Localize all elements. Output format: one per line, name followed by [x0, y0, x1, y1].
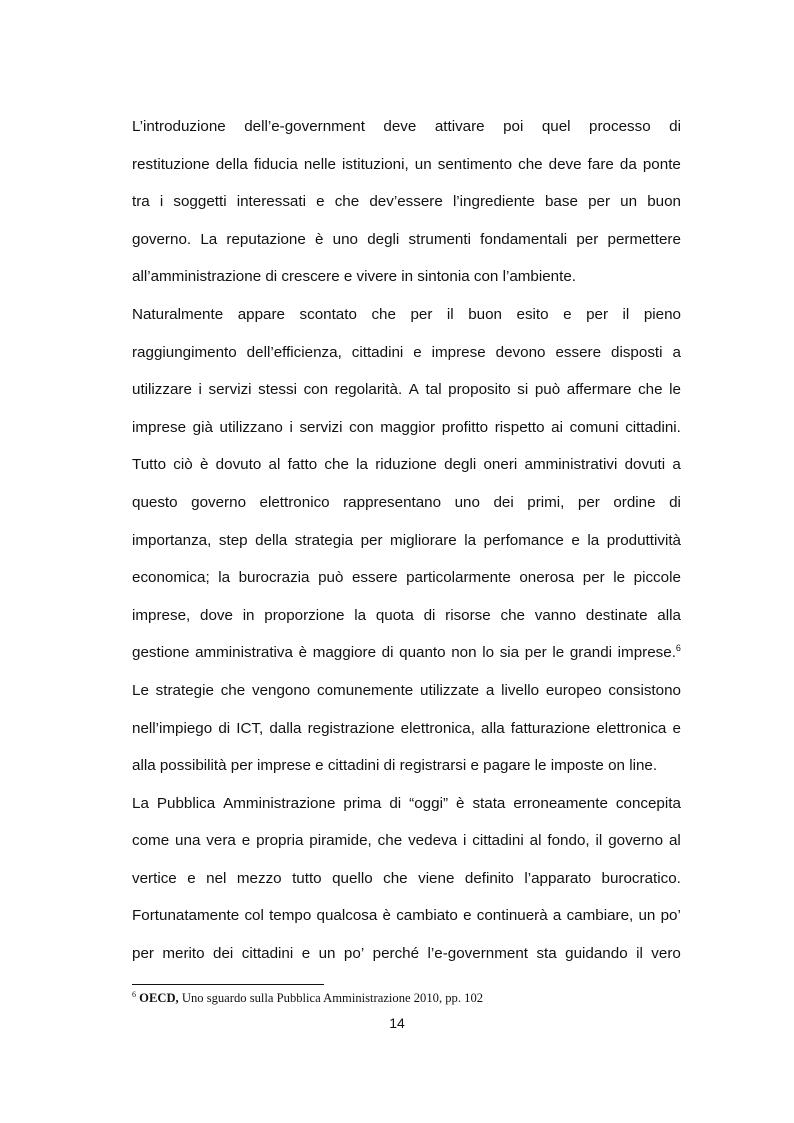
word: cittadini: [351, 343, 404, 361]
word: elettronica,: [400, 719, 475, 737]
word: il: [595, 832, 603, 850]
word: fiducia: [253, 155, 298, 173]
word: governo.: [132, 230, 192, 248]
word: consistono: [608, 681, 681, 699]
word: utilizzano: [219, 418, 283, 436]
word: e: [316, 193, 325, 211]
word: Tutto: [132, 456, 167, 474]
word: tempo: [269, 907, 312, 925]
text-line: [132, 935, 681, 973]
word: deve: [548, 155, 582, 173]
word: con: [303, 381, 329, 399]
word: la: [356, 456, 368, 474]
word: deve: [383, 118, 417, 135]
text-line: [132, 446, 681, 484]
word: burocratico.: [601, 869, 681, 887]
word: al: [529, 832, 542, 850]
word: piramide,: [309, 832, 372, 850]
word: essere: [351, 569, 398, 587]
word: rispetto: [494, 418, 545, 436]
word: l’e-government: [427, 945, 528, 963]
word: di: [669, 118, 681, 135]
word: Pubblica: [156, 794, 216, 812]
word: grandi: [569, 644, 613, 662]
word: che: [518, 155, 543, 173]
word: profitto: [441, 418, 489, 436]
word: della: [215, 155, 248, 173]
word: vedeva: [408, 832, 458, 850]
word: risorse: [445, 606, 491, 624]
word: po’: [343, 945, 365, 963]
word: L’introduzione: [132, 118, 226, 135]
word: questo: [132, 493, 178, 511]
word: per: [588, 193, 611, 211]
footnote-separator: [132, 984, 324, 985]
word: Naturalmente: [132, 305, 224, 323]
word: esito: [516, 305, 549, 323]
word: scontato: [299, 305, 357, 323]
word: di: [423, 606, 436, 624]
word: l’ingrediente: [452, 193, 535, 211]
word: vera: [206, 832, 236, 850]
word: fondo,: [547, 832, 590, 850]
text-line: [132, 484, 681, 522]
word: appare: [237, 305, 285, 323]
text-line: [132, 597, 681, 635]
word: A: [408, 381, 419, 399]
word: che: [500, 606, 525, 624]
word: affermare: [566, 381, 632, 399]
word: la: [464, 531, 477, 549]
footnote-author: OECD,: [139, 991, 179, 1005]
word: Fortunatamente: [132, 907, 240, 925]
word: maggior: [380, 418, 436, 436]
word: che: [377, 832, 403, 850]
word: dell’efficienza,: [246, 343, 342, 361]
word: strategie: [155, 681, 214, 699]
word: e: [463, 907, 472, 925]
word: e: [563, 305, 572, 323]
word: alla: [657, 606, 681, 624]
word: al: [268, 456, 281, 474]
word: ponte: [642, 155, 681, 173]
word: burocrazia: [238, 569, 310, 587]
word: un: [318, 945, 336, 963]
word: restituzione: [132, 155, 210, 173]
word: con: [349, 418, 374, 436]
word: ordine: [613, 493, 656, 511]
word: per: [360, 531, 383, 549]
word: uno: [454, 493, 480, 511]
word: governo: [191, 493, 247, 511]
word: servizi: [208, 381, 252, 399]
word: dovuti: [624, 456, 666, 474]
word: per: [577, 493, 600, 511]
word: migliorare: [390, 531, 457, 549]
word: imprese: [431, 343, 486, 361]
word: i: [289, 418, 293, 436]
word: di: [381, 644, 394, 662]
word: che: [371, 305, 396, 323]
word: particolarmente: [406, 569, 511, 587]
word: reputazione: [226, 230, 306, 248]
word: definito: [464, 869, 514, 887]
word: disposti: [611, 343, 663, 361]
word: propria: [256, 832, 304, 850]
word: della: [255, 531, 288, 549]
word: La: [200, 230, 218, 248]
word: può: [318, 569, 344, 587]
word: tra: [132, 193, 150, 211]
word: quel: [541, 118, 571, 135]
word: e: [301, 945, 311, 963]
word: fondamentali: [480, 230, 568, 248]
word: dei: [213, 945, 234, 963]
word: primi,: [527, 493, 565, 511]
word: ciò: [173, 456, 193, 474]
word: e: [187, 869, 196, 887]
word: può: [534, 381, 561, 399]
word: strategia: [294, 531, 354, 549]
word: dove: [200, 606, 233, 624]
word: produttività: [606, 531, 681, 549]
word: le: [669, 381, 681, 399]
word: di: [669, 493, 681, 511]
word: vengono: [251, 681, 311, 699]
word: tutto: [292, 869, 322, 887]
word: degli: [367, 230, 400, 248]
word: gestione: [132, 644, 190, 662]
word: economica;: [132, 569, 210, 587]
word: prima: [343, 794, 382, 812]
word: elettronica: [596, 719, 667, 737]
text-line: [132, 183, 681, 221]
word: e: [672, 719, 681, 737]
word: livello: [501, 681, 540, 699]
word: per: [576, 230, 599, 248]
word: dell’e-government: [244, 118, 365, 135]
footnote: [132, 990, 681, 1006]
footnote-pages: , pp. 102: [438, 991, 484, 1005]
word: il: [622, 305, 630, 323]
word: quanto: [399, 644, 446, 662]
word: cittadini: [241, 945, 294, 963]
word: essere: [555, 343, 602, 361]
text-line: [132, 559, 681, 597]
word: che: [383, 869, 408, 887]
word: è: [199, 456, 209, 474]
word: registrazione: [307, 719, 395, 737]
text-line: [132, 634, 681, 672]
word: quota: [375, 606, 414, 624]
word: che: [220, 681, 246, 699]
word: proporzione: [264, 606, 345, 624]
footnote-reference[interactable]: 6: [675, 643, 681, 654]
word: fatto: [287, 456, 318, 474]
word: strumenti: [408, 230, 471, 248]
word: per: [582, 569, 605, 587]
word: attivare: [434, 118, 485, 135]
word: cittadini: [472, 832, 524, 850]
word: fatturazione: [510, 719, 591, 737]
word: dovuto: [215, 456, 262, 474]
word: governo: [608, 832, 664, 850]
word: la: [587, 531, 600, 549]
word: buon: [468, 305, 502, 323]
footnote-title: Uno sguardo sulla Pubblica Amministrazione 2010: [178, 991, 439, 1005]
word: importanza,: [132, 531, 212, 549]
word: erroneamente: [513, 794, 608, 812]
word: di: [218, 719, 231, 737]
word: piccole: [633, 569, 681, 587]
word: perfomance: [483, 531, 564, 549]
text-line: [132, 258, 681, 296]
word: alla possibilità per imprese e cittadini di registrarsi e pagare le imposte on line.: [132, 757, 658, 775]
word: regolarità.: [334, 381, 403, 399]
text-line: [132, 522, 681, 560]
word: dev’essere: [369, 193, 443, 211]
word: il: [636, 945, 643, 963]
word: la: [218, 569, 231, 587]
word: La: [132, 794, 149, 812]
text-line: [132, 860, 681, 898]
word: perché: [372, 945, 420, 963]
word: rappresentano: [343, 493, 442, 511]
text-line: [132, 146, 681, 184]
word: dalla: [269, 719, 302, 737]
word: cittadini.: [625, 418, 681, 436]
word: continuerà: [476, 907, 548, 925]
word: per: [524, 644, 547, 662]
word: stata: [472, 794, 506, 812]
word: concepita: [615, 794, 681, 812]
word: uno: [332, 230, 358, 248]
word: quello: [332, 869, 373, 887]
word: Le: [132, 681, 149, 699]
word: che: [638, 381, 663, 399]
text-line: [132, 409, 681, 447]
text-line: [132, 221, 681, 259]
word: i: [159, 193, 164, 211]
word: una: [175, 832, 201, 850]
word: si: [517, 381, 529, 399]
word: onerosa: [519, 569, 575, 587]
word: è: [298, 644, 308, 662]
word: e: [571, 531, 580, 549]
word: proposito: [448, 381, 511, 399]
text-line: [132, 334, 681, 372]
word: devono: [495, 343, 546, 361]
text-line: [132, 747, 681, 785]
word: poi: [503, 118, 524, 135]
word: maggiore: [312, 644, 377, 662]
word: raggiungimento: [132, 343, 237, 361]
word: viene: [418, 869, 455, 887]
word: permettere: [607, 230, 681, 248]
word: pieno: [643, 305, 681, 323]
word: istituzioni,: [342, 155, 409, 173]
word: step: [218, 531, 248, 549]
word: processo: [589, 118, 651, 135]
word: stessi: [258, 381, 297, 399]
word: i: [462, 832, 467, 850]
text-line: [132, 785, 681, 823]
word: come: [132, 832, 170, 850]
word: fare: [587, 155, 614, 173]
word: utilizzare: [132, 381, 192, 399]
word: le: [552, 644, 565, 662]
word: qualcosa: [316, 907, 378, 925]
page-number: 14: [389, 1015, 405, 1031]
word: lo: [482, 644, 495, 662]
word: per: [410, 305, 433, 323]
word: europeo: [545, 681, 602, 699]
word: Amministrazione: [223, 794, 336, 812]
word: base: [544, 193, 578, 211]
word: interessati: [236, 193, 306, 211]
word: vertice: [132, 869, 177, 887]
word: nelle: [303, 155, 336, 173]
word: che: [324, 456, 349, 474]
word: sta: [536, 945, 557, 963]
word: per: [586, 305, 609, 323]
text-line: [132, 108, 681, 146]
word: al: [668, 832, 681, 850]
word: comunemente: [317, 681, 414, 699]
text-line: [132, 371, 681, 409]
word: riduzione: [375, 456, 437, 474]
word: utilizzate: [420, 681, 480, 699]
word: comuni: [569, 418, 619, 436]
word: è: [456, 794, 465, 812]
word: merito: [162, 945, 205, 963]
word: all’amministrazione di crescere e vivere in sintonia con l’ambiente.: [132, 268, 577, 286]
word: un: [620, 193, 638, 211]
body-text: [132, 108, 681, 973]
word: nel: [206, 869, 227, 887]
word: imprese: [132, 418, 187, 436]
word: un: [638, 907, 656, 925]
word: un: [414, 155, 432, 173]
footnote-number: 6: [132, 989, 136, 999]
word: col: [244, 907, 264, 925]
word: alla: [481, 719, 505, 737]
word: e: [413, 343, 422, 361]
word: cambiato: [396, 907, 458, 925]
word: l’apparato: [524, 869, 592, 887]
word: è: [382, 907, 391, 925]
word: “oggi”: [409, 794, 449, 812]
text-line: [132, 822, 681, 860]
word: tal: [425, 381, 442, 399]
word: servizi: [299, 418, 343, 436]
word: dei: [493, 493, 514, 511]
word: per: [132, 945, 154, 963]
word: le: [613, 569, 626, 587]
word: da: [619, 155, 637, 173]
word: già: [192, 418, 213, 436]
word: sentimento: [437, 155, 513, 173]
word: vanno: [534, 606, 577, 624]
word: ai: [551, 418, 563, 436]
word: imprese.$^6$: [617, 643, 681, 662]
word: sia: [499, 644, 520, 662]
word: il: [446, 305, 454, 323]
word: a: [672, 343, 681, 361]
word: nell’impiego: [132, 719, 213, 737]
word: guidando: [565, 945, 628, 963]
text-line: [132, 672, 681, 710]
word: elettronico: [259, 493, 330, 511]
word: a: [672, 456, 681, 474]
word: mezzo: [236, 869, 282, 887]
word: la: [354, 606, 367, 624]
word: cambiare,: [566, 907, 634, 925]
word: amministrativa: [195, 644, 293, 662]
word: e: [241, 832, 251, 850]
word: amministrativi: [524, 456, 618, 474]
word: non: [451, 644, 477, 662]
word: ICT,: [236, 719, 264, 737]
word: che: [334, 193, 360, 211]
word: imprese,: [132, 606, 191, 624]
text-line: [132, 710, 681, 748]
text-line: [132, 897, 681, 935]
word: destinate: [585, 606, 648, 624]
word: oneri: [483, 456, 518, 474]
word: i: [198, 381, 202, 399]
word: di: [389, 794, 402, 812]
word: buon: [647, 193, 681, 211]
word: vero: [651, 945, 681, 963]
word: a: [485, 681, 495, 699]
word: soggetti: [173, 193, 227, 211]
word: a: [552, 907, 562, 925]
word: degli: [444, 456, 477, 474]
word: è: [315, 230, 324, 248]
text-line: [132, 296, 681, 334]
word: in: [242, 606, 255, 624]
word: po’: [660, 907, 681, 925]
